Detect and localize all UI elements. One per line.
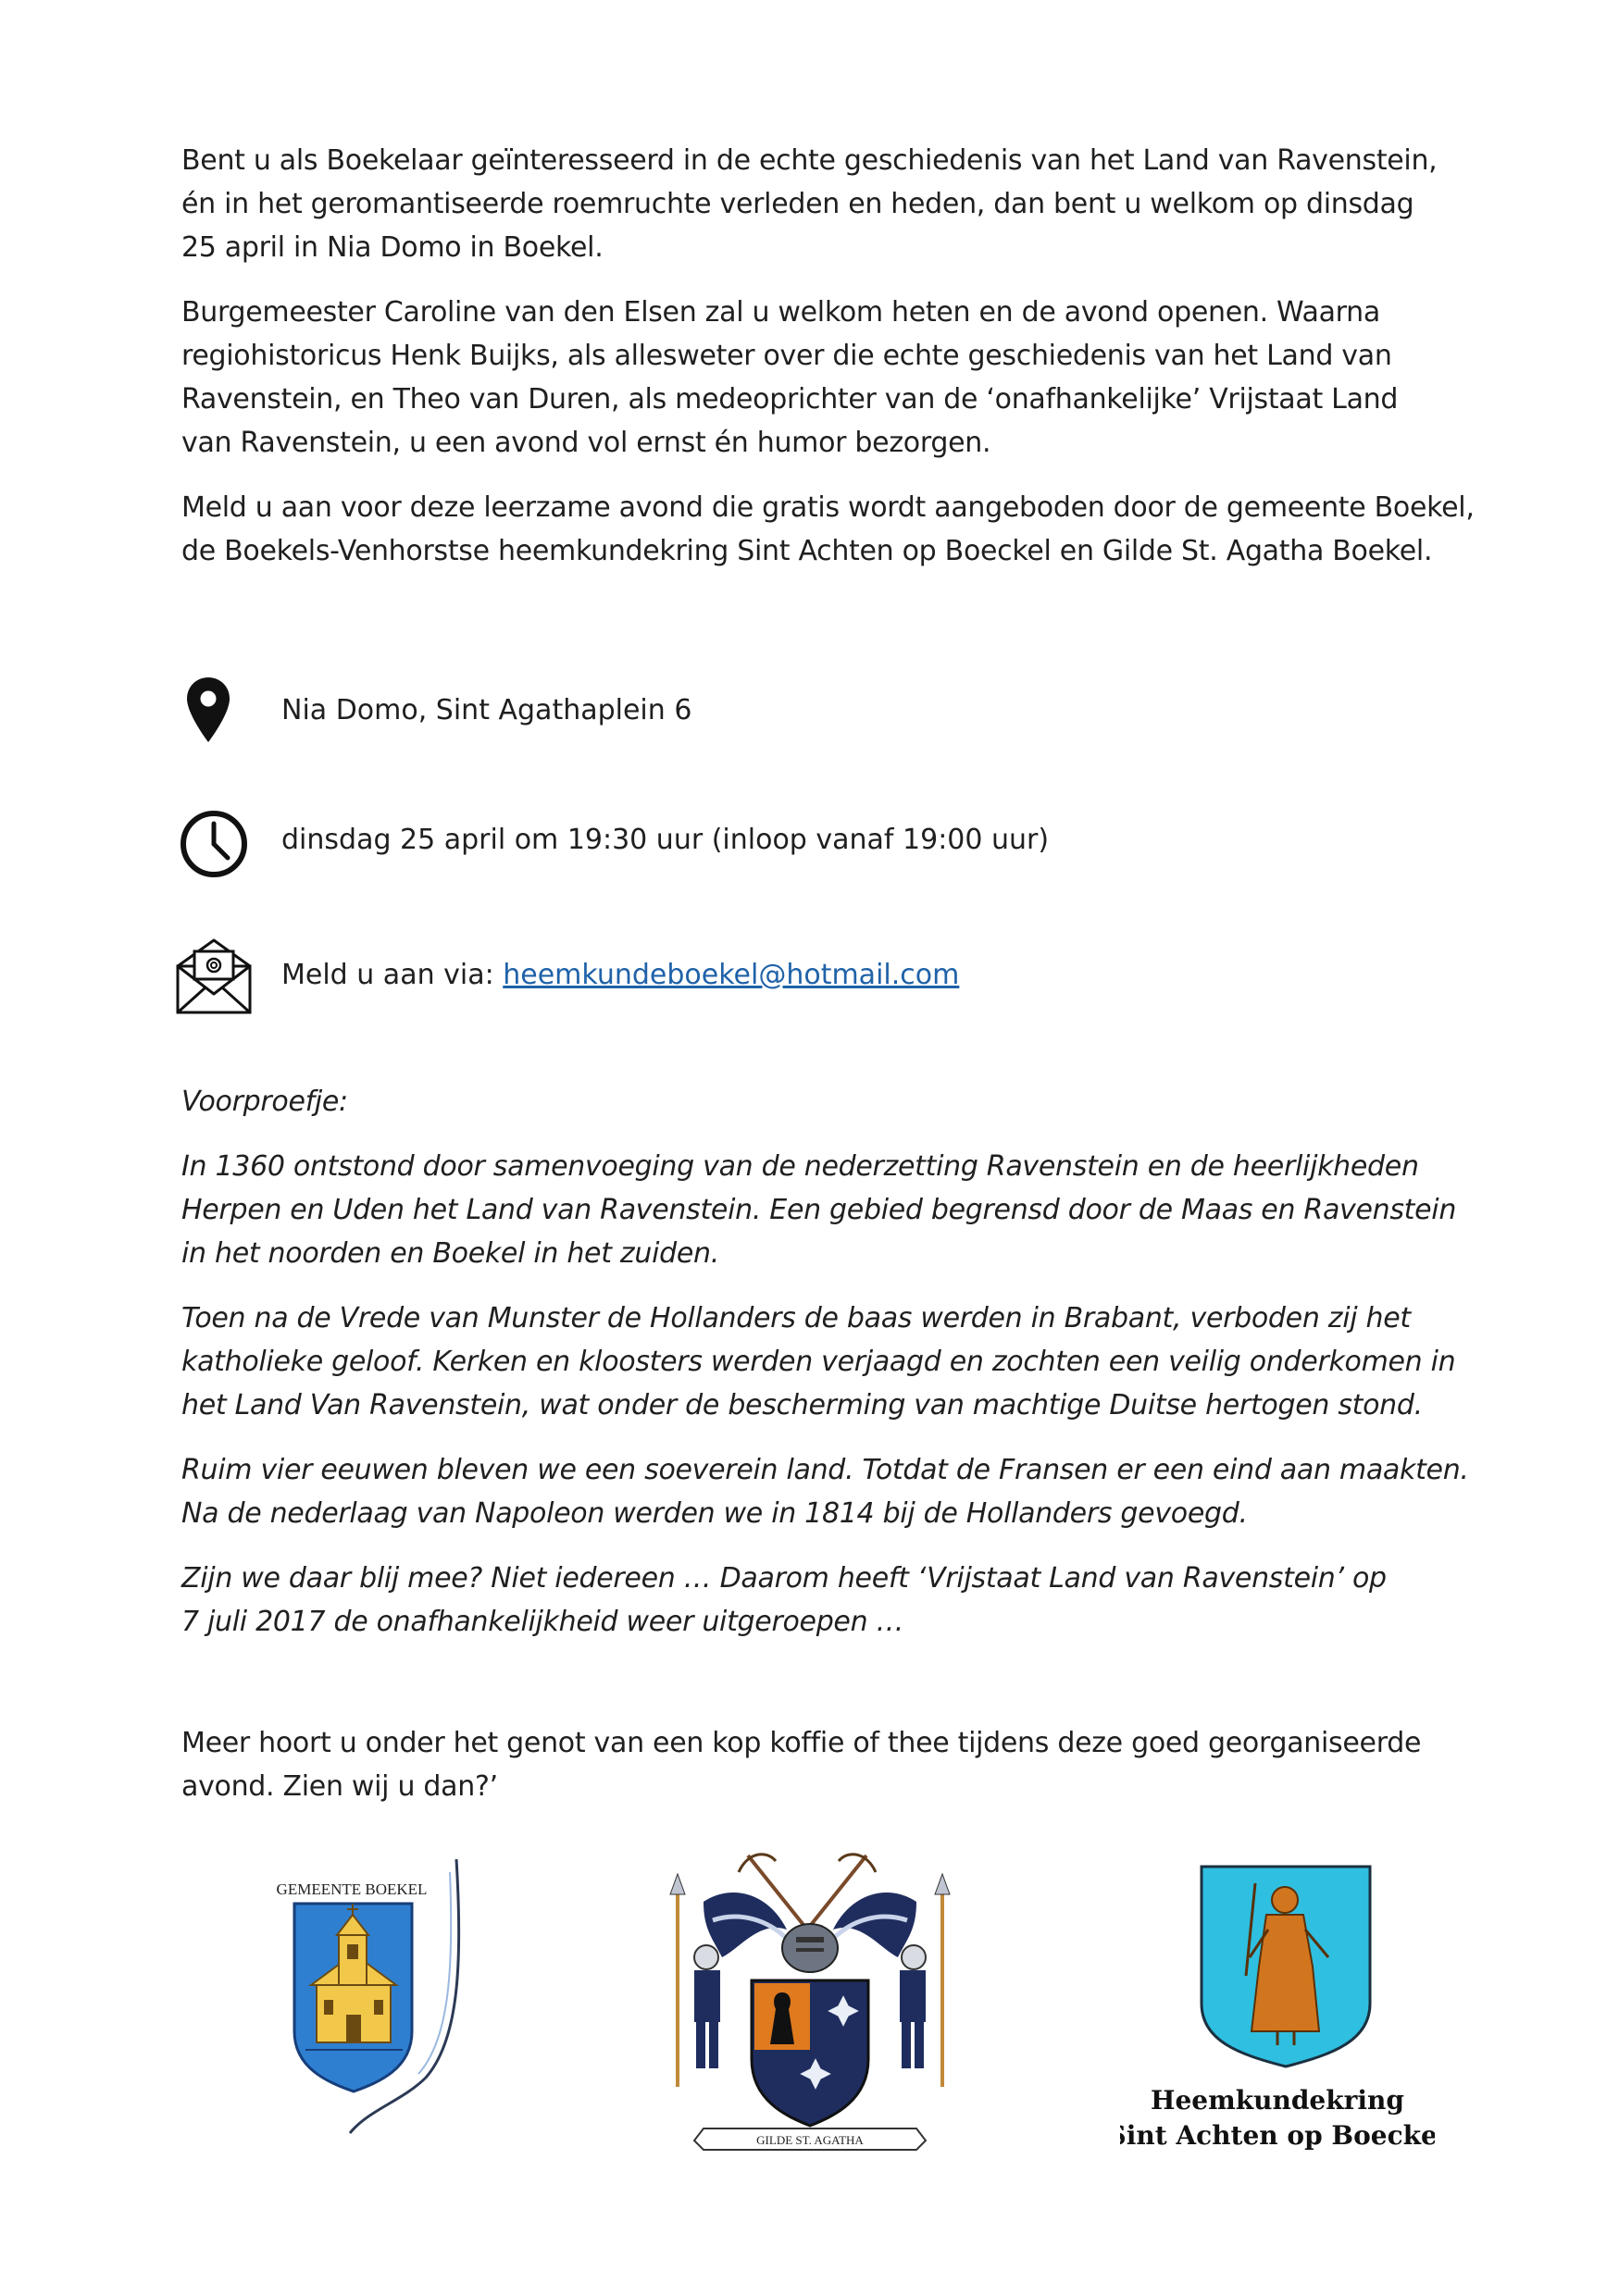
gilde-st-agatha-logo (648, 1846, 972, 2152)
time-text: dinsdag 25 april om 19:30 uur (inloop vanaf 19:00 uur) (281, 824, 1050, 856)
location-text: Nia Domo, Sint Agathaplein 6 (281, 694, 692, 726)
clock-icon (167, 803, 259, 887)
email-link[interactable]: heemkundeboekel@hotmail.com (503, 959, 960, 991)
intro-paragraph-3: Meld u aan voor deze leerzame avond die gratis wordt aangeboden door de gemeente Boekel, de Boekels-Venhorstse heemkundekring Sint Achten op Boeckel en Gilde St. Agatha Boekel. (181, 491, 1475, 567)
location-row (167, 674, 1463, 757)
gilde-caption: GILDE ST. AGATHA (756, 2133, 864, 2147)
preview-paragraph-4: Zijn we daar blij mee? Niet iedereen … Daarom heeft ‘Vrijstaat Land van Ravenstein’ op 7 juli 2017 de onafhankelijkheid weer uitgeroepen … (181, 1562, 1387, 1638)
preview-section (181, 1080, 1477, 1644)
gemeente-boekel-logo (268, 1855, 472, 2152)
gemeente-boekel-caption: GEMEENTE BOEKEL (276, 1880, 428, 1898)
signup-row (167, 933, 1463, 1016)
closing-section (181, 1721, 1477, 1808)
preview-paragraph-3: Ruim vier eeuwen bleven we een soeverein land. Totdat de Fransen er een eind aan maakten. Na de nederlaag van Napoleon werden we in 1814 bij de Hollanders gevoegd. (181, 1454, 1469, 1530)
email-envelope-icon (167, 933, 259, 1016)
heemkundekring-logo (1120, 1855, 1435, 2161)
location-pin-icon (167, 674, 259, 757)
preview-paragraph-2: Toen na de Vrede van Munster de Hollanders de baas werden in Brabant, verboden zij het katholieke geloof. Kerken en kloosters werden verjaagd en zochten een veilig onderkomen in het Land Van Ravenstein, wat onder de bescherming van machtige Duitse hertogen stond. (181, 1302, 1456, 1421)
intro-paragraph-1: Bent u als Boekelaar geïnteresseerd in de echte geschiedenis van het Land van Ravenstein, én in het geromantiseerde roemruchte verleden en heden, dan bent u welkom op dinsdag 25 april in Nia Domo in Boekel. (181, 144, 1438, 264)
signup-label: Meld u aan via: (281, 959, 504, 991)
signup-text (281, 953, 959, 997)
heemkundekring-line-2: Sint Achten op Boeckel (1120, 2120, 1435, 2151)
preview-heading: Voorproefje: (181, 1086, 348, 1118)
intro-section (181, 139, 1477, 573)
heemkundekring-line-1: Heemkundekring (1151, 2085, 1404, 2116)
preview-paragraph-1: In 1360 ontstond door samenvoeging van de nederzetting Ravenstein en de heerlijkheden Herpen en Uden het Land van Ravenstein. Een gebied begrensd door de Maas en Ravenstein in het noorden en Boekel in het zuiden. (181, 1150, 1457, 1270)
time-row (167, 803, 1463, 887)
closing-paragraph: Meer hoort u onder het genot van een kop koffie of thee tijdens deze goed georganiseerde avond. Zien wij u dan?’ (181, 1727, 1422, 1803)
intro-paragraph-2: Burgemeester Caroline van den Elsen zal u welkom heten en de avond openen. Waarna regiohistoricus Henk Buijks, als allesweter over die echte geschiedenis van het Land van Ravenstein, en Theo van Duren, als medeoprichter van de ‘onafhankelijke’ Vrijstaat Land van Ravenstein, u een avond vol ernst én humor bezorgen. (181, 296, 1399, 459)
